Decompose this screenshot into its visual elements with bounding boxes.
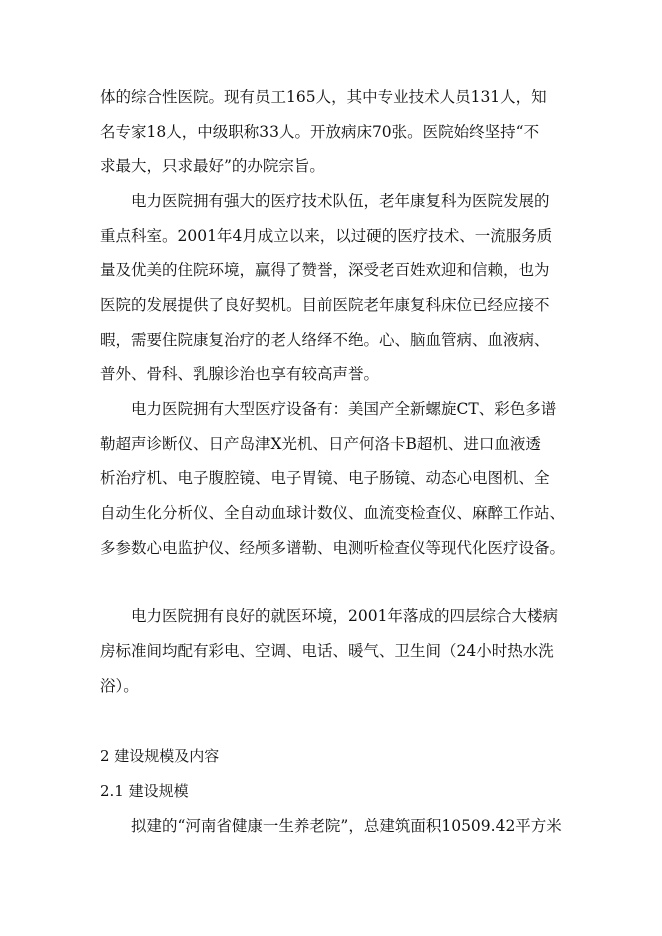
paragraph-line: 房标准间均配有彩电、空调、电话、暖气、卫生间（24小时热水洗	[100, 642, 554, 660]
paragraph-line: 析治疗机、电子腹腔镜、电子胃镜、电子肠镜、动态心电图机、全	[100, 469, 550, 487]
paragraph-line: 普外、骨科、乳腺诊治也享有较高声誉。	[100, 365, 380, 383]
paragraph-line: 多参数心电监护仪、经颅多谱勒、电测听检查仪等现代化医疗设备。	[100, 539, 566, 557]
paragraph-line: 量及优美的住院环境，赢得了赞誉，深受老百姓欢迎和信赖，也为	[100, 261, 550, 279]
section-heading: 2 建设规模及内容	[100, 747, 220, 765]
paragraph-line: 电力医院拥有大型医疗设备有：美国产全新螺旋CT、彩色多谱	[131, 400, 557, 418]
paragraph-line: 求最大，只求最好”的办院宗旨。	[100, 157, 325, 175]
paragraph-line: 医院的发展提供了良好契机。目前医院老年康复科床位已经应接不	[100, 296, 550, 314]
paragraph-line: 勒超声诊断仪、日产岛津X光机、日产何洛卡B超机、进口血液透	[100, 435, 541, 453]
paragraph-line: 暇，需要住院康复治疗的老人络绎不绝。心、脑血管病、血液病、	[100, 331, 550, 349]
paragraph-line: 重点科室。2001年4月成立以来，以过硬的医疗技术、一流服务质	[100, 227, 553, 245]
paragraph-line: 电力医院拥有良好的就医环境，2001年落成的四层综合大楼病	[131, 607, 558, 625]
paragraph-line: 浴）。	[100, 677, 139, 695]
paragraph-line: 名专家18人，中级职称33人。开放病床70张。医院始终坚持“不	[100, 123, 540, 141]
subsection-heading: 2.1 建设规模	[100, 782, 189, 800]
paragraph-line: 电力医院拥有强大的医疗技术队伍，老年康复科为医院发展的	[131, 192, 550, 210]
paragraph-line: 拟建的“河南省健康一生养老院”，总建筑面积10509.42平方米	[131, 817, 562, 835]
paragraph-line: 自动生化分析仪、全自动血球计数仪、血流变检查仪、麻醉工作站、	[100, 504, 566, 522]
paragraph-line: 体的综合性医院。现有员工165人，其中专业技术人员131人，知	[100, 88, 547, 106]
